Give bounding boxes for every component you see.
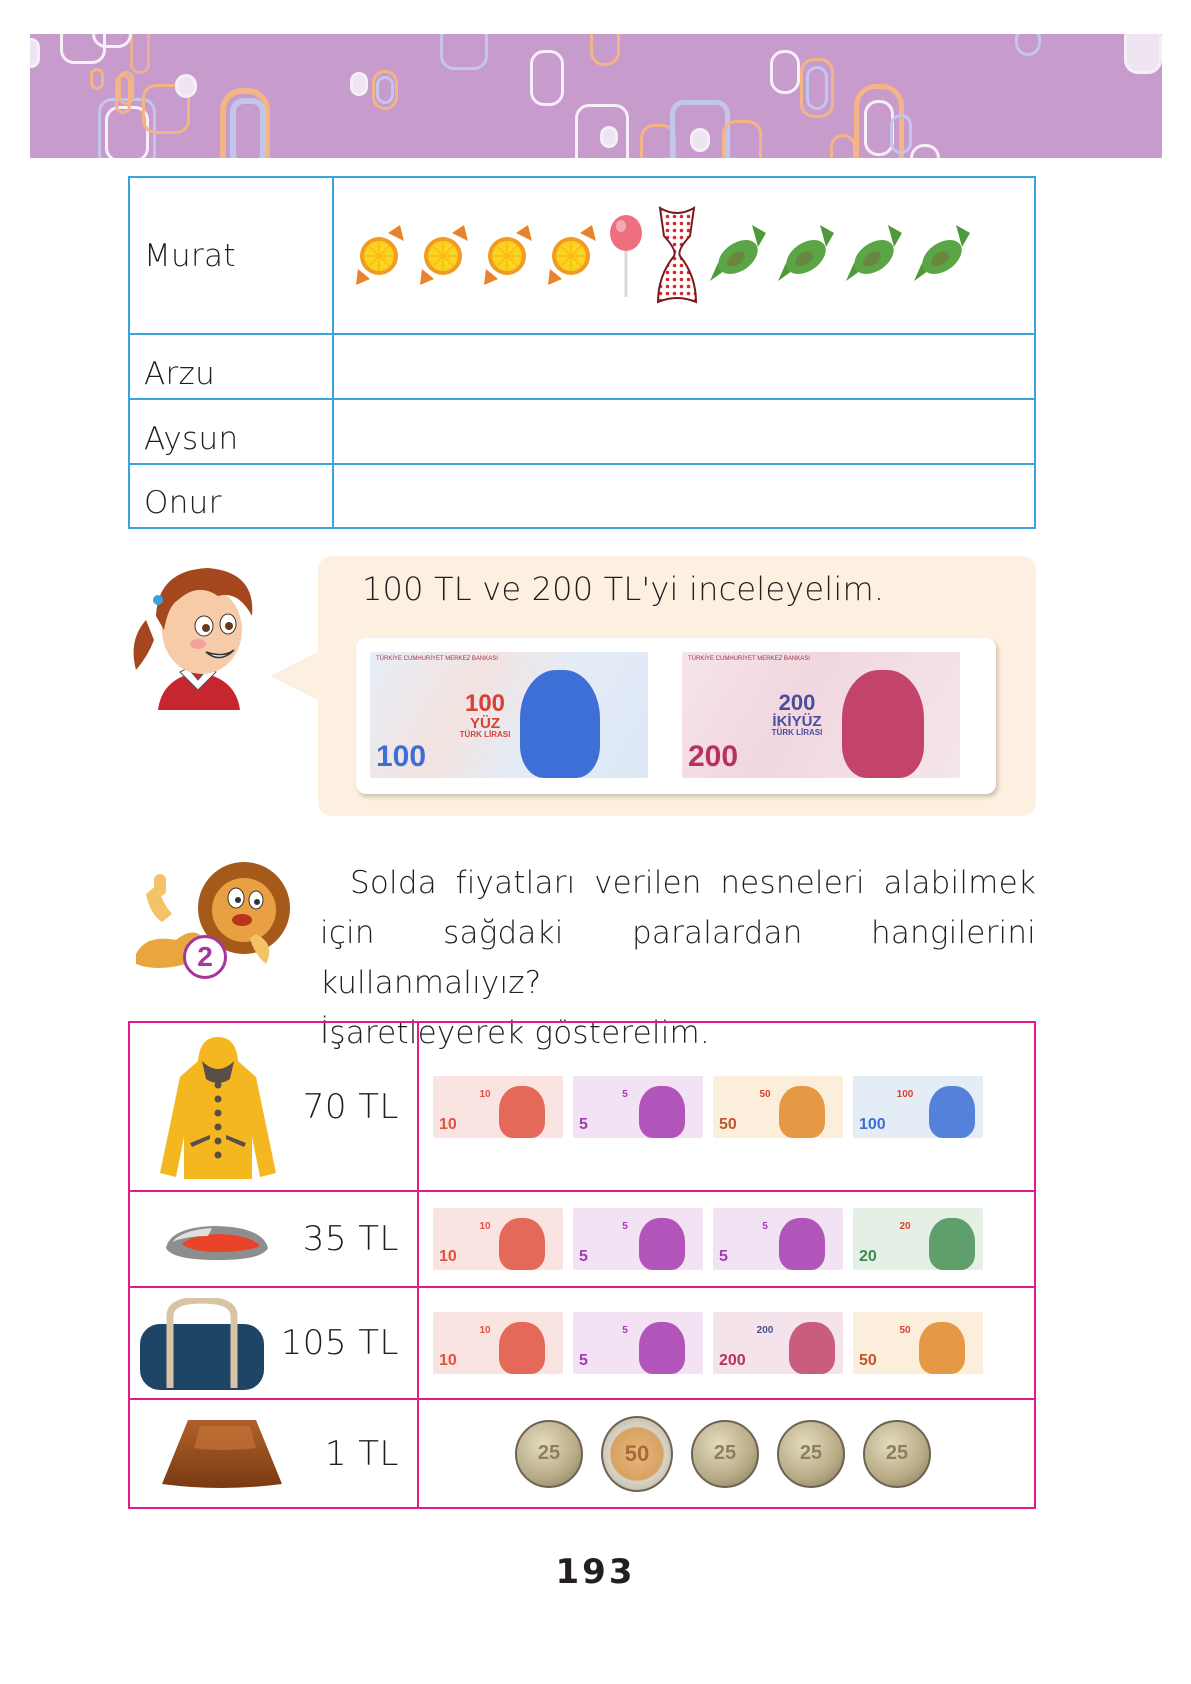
banknote-option[interactable]: 100 100 [853,1076,983,1138]
banknote-option[interactable]: 10 10 [433,1076,563,1138]
speech-text: 100 TL ve 200 TL'yi inceleyelim. [362,570,885,608]
duffel-bag-icon [136,1298,268,1392]
money-cell [418,1022,1035,1191]
candy-list [334,178,1034,333]
coin-25-kurus[interactable]: 25 [691,1420,759,1488]
candy-table [128,176,1036,529]
price-label: 1 TL [324,1433,399,1474]
candy-cell-empty[interactable] [333,334,1035,399]
green-candy-icon [842,223,908,289]
green-candy-icon [706,223,772,289]
name-cell: Arzu [129,334,333,399]
portrait [842,670,924,778]
candy-cell-empty[interactable] [333,464,1035,528]
orange-candy-icon [412,223,474,289]
table-row [129,1022,1035,1191]
table-row [129,177,1035,334]
coin-50-kurus[interactable]: 50 [601,1416,673,1492]
table-row [129,1287,1035,1399]
banknote-option[interactable]: 10 10 [433,1312,563,1374]
item-cell [129,1022,418,1191]
banknote-100: TÜRKİYE CUMHURİYET MERKEZ BANKASI 100 YÜZ TÜRK LİRASI 100 [370,652,648,778]
banknote-option[interactable]: 50 50 [853,1312,983,1374]
coin-25-kurus[interactable]: 25 [777,1420,845,1488]
banknote-option[interactable]: 20 20 [853,1208,983,1270]
table-row [129,464,1035,528]
banknote-option[interactable]: 5 5 [573,1076,703,1138]
money-options [419,1076,1034,1138]
header-banner [30,34,1162,158]
name-cell: Murat [129,177,333,334]
money-cell [418,1191,1035,1287]
page-number: 193 [555,1552,636,1592]
banknote-option[interactable]: 5 5 [573,1208,703,1270]
price-label: 105 TL [280,1323,399,1363]
table-row [129,399,1035,464]
money-options [419,1208,1034,1270]
item-cell [129,1399,418,1508]
coin-options [419,1416,1034,1492]
table-row [129,334,1035,399]
table-row [129,1399,1035,1508]
coin-25-kurus[interactable]: 25 [515,1420,583,1488]
speech-bubble-tail [270,650,322,702]
banknote-200: TÜRKİYE CUMHURİYET MERKEZ BANKASI 200 İKİYÜZ TÜRK LİRASI 200 [682,652,960,778]
banknote-option[interactable]: 10 10 [433,1208,563,1270]
raincoat-icon [160,1037,276,1179]
name-cell: Aysun [129,399,333,464]
exercise-instructions: Solda fiyatları verilen nesneleri alabilmek için sağdaki paralardan hangilerini kullanmalıyız? İşaretleyerek gösterelim. [320,865,1036,1051]
exercise-number-badge: 2 [183,935,227,979]
table-row [129,1191,1035,1287]
banknote-option[interactable]: 50 50 [713,1076,843,1138]
polka-dot-candy-icon [650,206,704,306]
name-cell: Onur [129,464,333,528]
money-cell [418,1399,1035,1508]
computer-mouse-icon [162,1222,272,1262]
orange-candy-icon [348,223,410,289]
candy-cell [333,177,1035,334]
green-candy-icon [774,223,840,289]
banknote-option[interactable]: 200 200 [713,1312,843,1374]
price-label: 70 TL [302,1086,399,1127]
banknote-card [356,638,996,794]
price-label: 35 TL [302,1219,399,1259]
coin-25-kurus[interactable]: 25 [863,1420,931,1488]
money-table [128,1021,1036,1509]
green-candy-icon [910,223,976,289]
banknote-option[interactable]: 5 5 [713,1208,843,1270]
orange-candy-icon [476,223,538,289]
money-options [419,1312,1034,1374]
candy-cell-empty[interactable] [333,399,1035,464]
lollipop-icon [604,211,648,301]
money-cell [418,1287,1035,1399]
chocolate-icon [160,1418,284,1490]
banknote-option[interactable]: 5 5 [573,1312,703,1374]
orange-candy-icon [540,223,602,289]
item-cell [129,1287,418,1399]
girl-character-icon [128,560,268,710]
item-cell [129,1191,418,1287]
portrait [520,670,600,778]
